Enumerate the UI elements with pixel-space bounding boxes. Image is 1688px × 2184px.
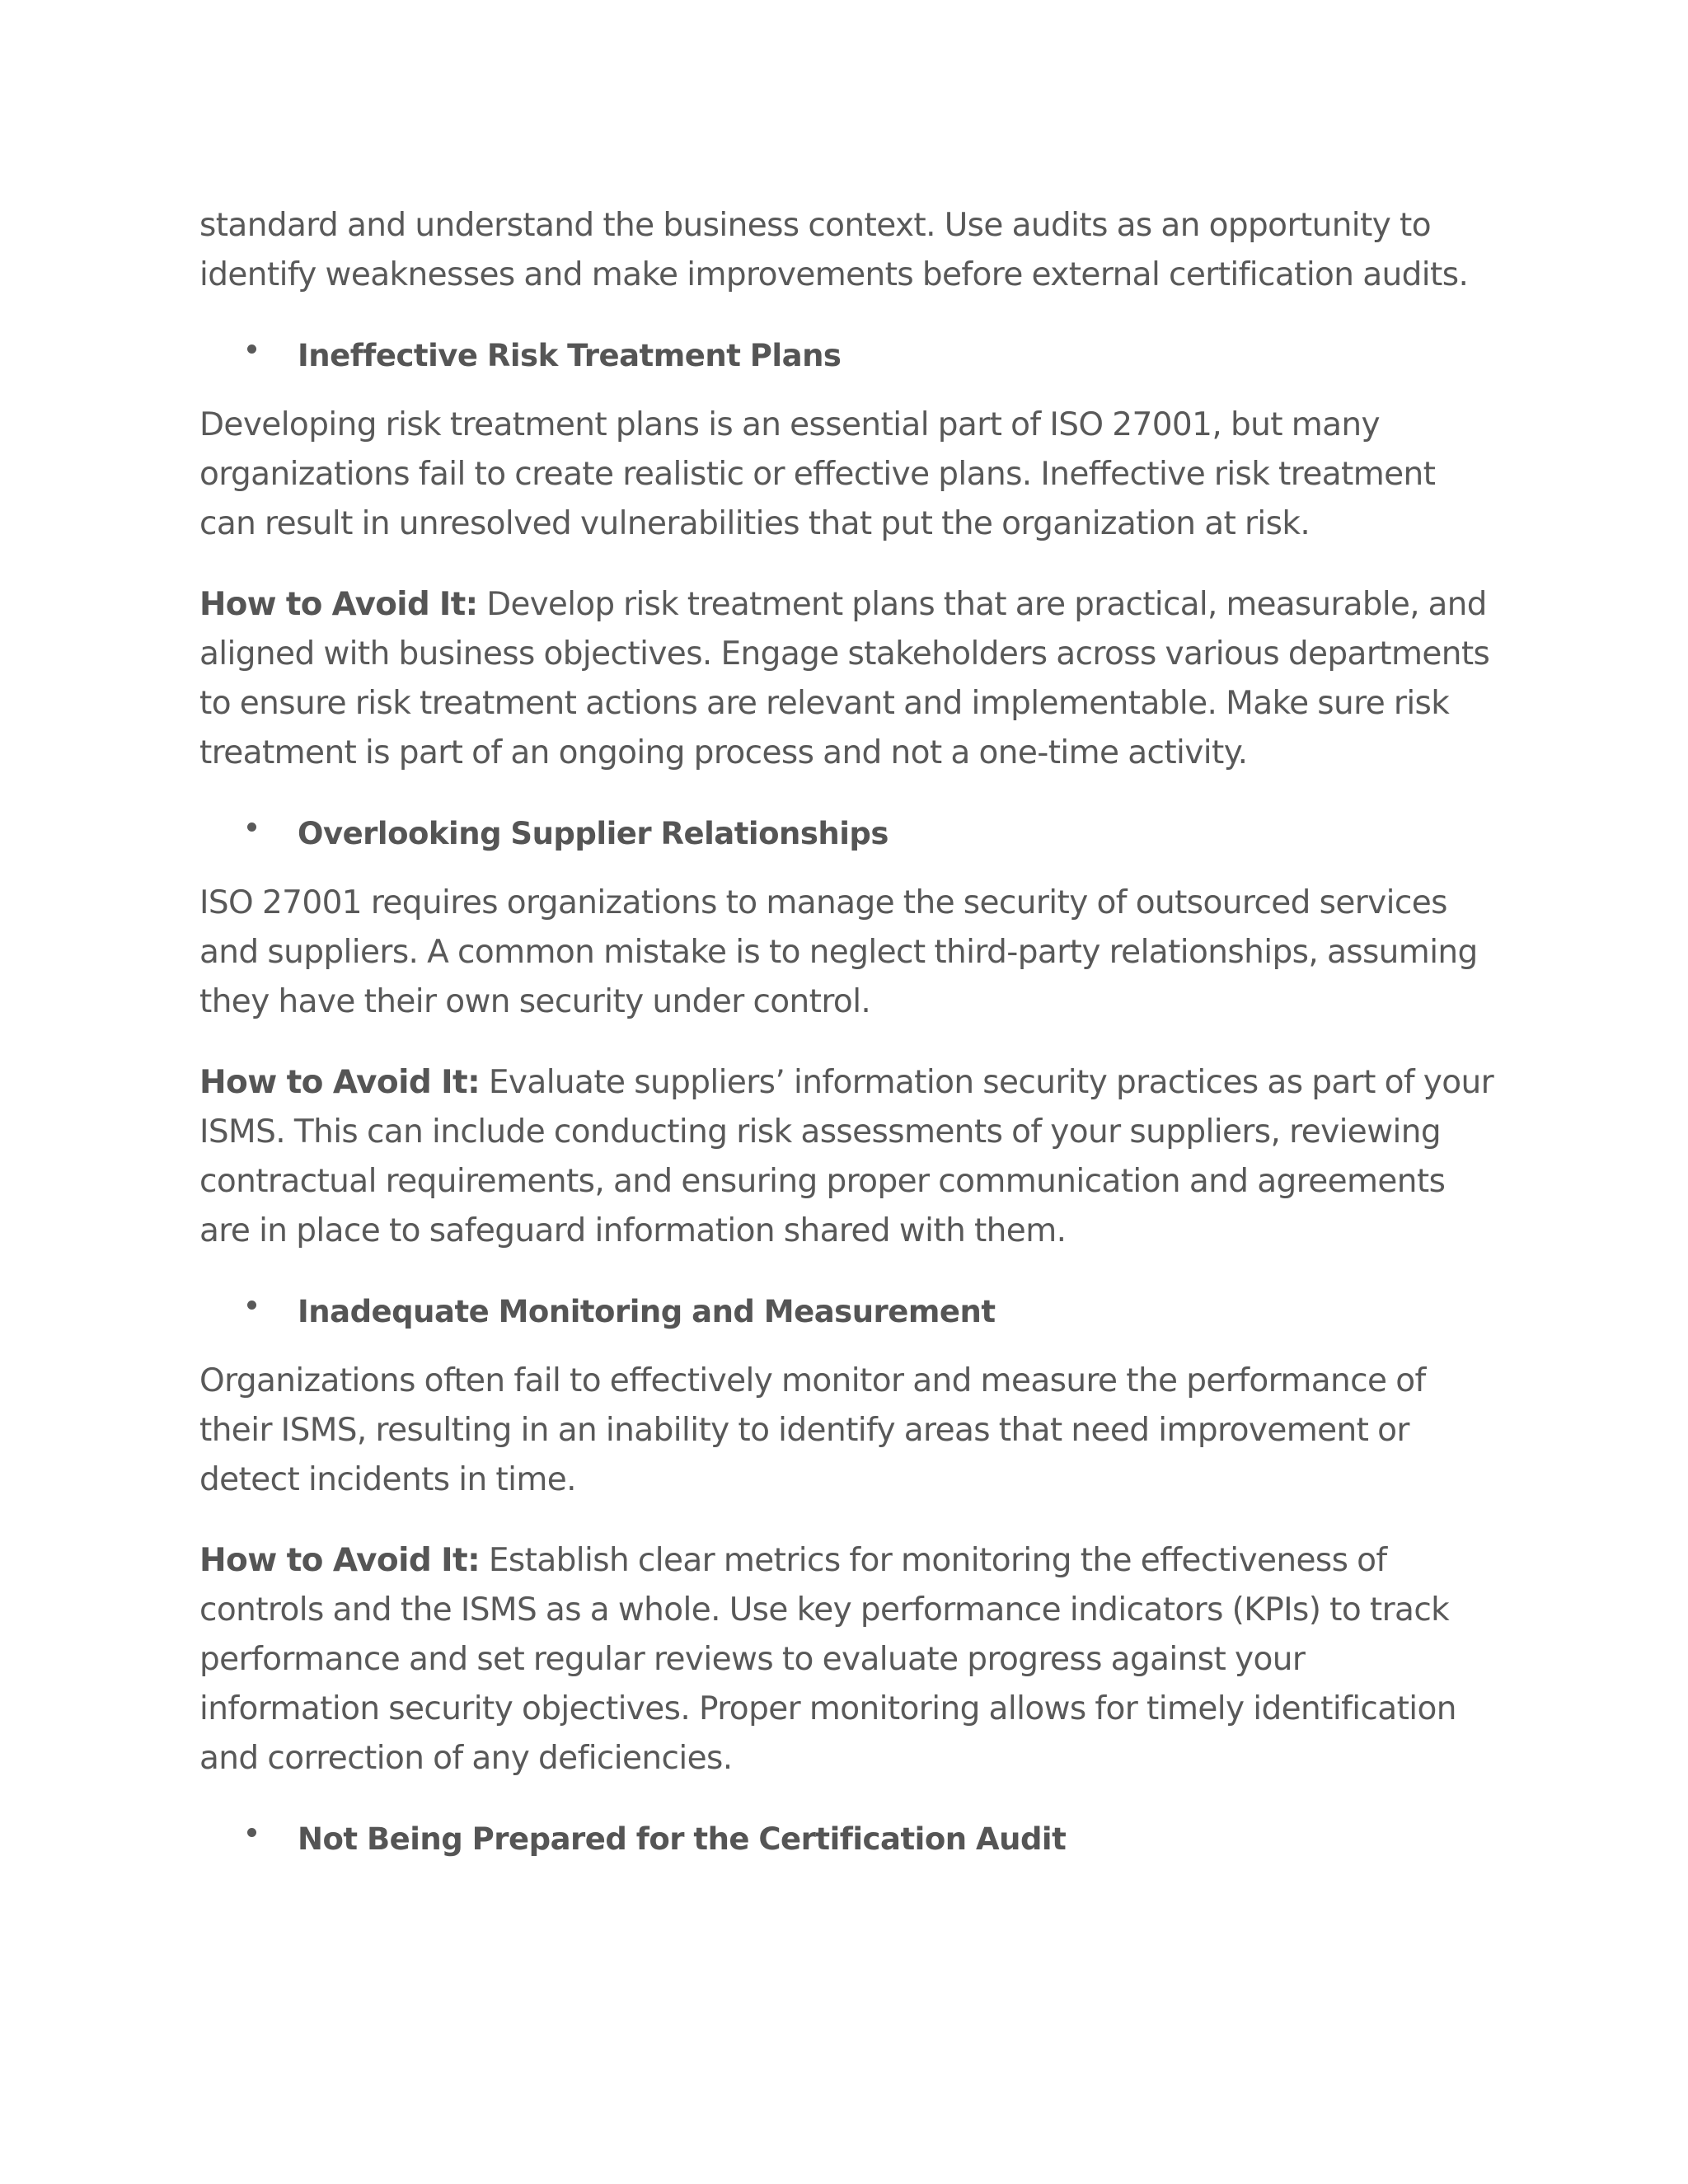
- paragraph-avoid-monitoring: How to Avoid It: Establish clear metrics for monitoring the effectiveness of controls and the ISMS as a whole. Use key performance indicators (KPIs) to track performance and set regular reviews to evaluate progress against your information security objectives. Proper monitoring allows for timely identification and correction of any deficiencies.: [199, 1542, 1456, 1777]
- how-to-avoid-label: How to Avoid It:: [199, 586, 478, 623]
- bullet-icon: [247, 823, 256, 832]
- paragraph-monitoring: Organizations often fail to effectively monitor and measure the performance of their ISMS, resulting in an inability to identify areas that need improvement or detect incidents in time.: [199, 1362, 1426, 1498]
- how-to-avoid-label: How to Avoid It:: [199, 1542, 481, 1579]
- bullet-icon: [247, 344, 256, 354]
- document-page: [199, 201, 1493, 1864]
- bullet-icon: [247, 1301, 256, 1310]
- bullet-icon: [247, 1828, 256, 1837]
- paragraph-risk-treatment: Developing risk treatment plans is an essential part of ISO 27001, but many organizations fail to create realistic or effective plans. Ineffective risk treatment can result in unresolved vulnerabilities that put the organization at risk.: [199, 406, 1436, 542]
- bullet-heading-monitoring: Inadequate Monitoring and Measurement: [199, 1287, 1493, 1337]
- bullet-heading-certification-audit: Not Being Prepared for the Certification Audit: [199, 1815, 1493, 1864]
- paragraph-avoid-risk-treatment: How to Avoid It: Develop risk treatment plans that are practical, measurable, and aligned with business objectives. Engage stakeholders across various departments to ensure risk treatment actions are relevant and implementable. Make sure risk treatment is part of an ongoing process and not a one-time activity.: [199, 586, 1490, 771]
- paragraph-supplier: ISO 27001 requires organizations to manage the security of outsourced services and suppliers. A common mistake is to neglect third-party relationships, assuming they have their own security under control.: [199, 884, 1478, 1020]
- bullet-heading-risk-treatment: Ineffective Risk Treatment Plans: [199, 331, 1493, 381]
- paragraph-audit-context: standard and understand the business context. Use audits as an opportunity to identify weaknesses and make improvements before external certification audits.: [199, 207, 1469, 293]
- how-to-avoid-label: How to Avoid It:: [199, 1064, 481, 1101]
- paragraph-avoid-supplier: How to Avoid It: Evaluate suppliers’ information security practices as part of your ISMS. This can include conducting risk assessments of your suppliers, reviewing contractual requirements, and ensuring proper communication and agreements are in place to safeguard information shared with them.: [199, 1064, 1494, 1249]
- bullet-heading-supplier: Overlooking Supplier Relationships: [199, 809, 1493, 859]
